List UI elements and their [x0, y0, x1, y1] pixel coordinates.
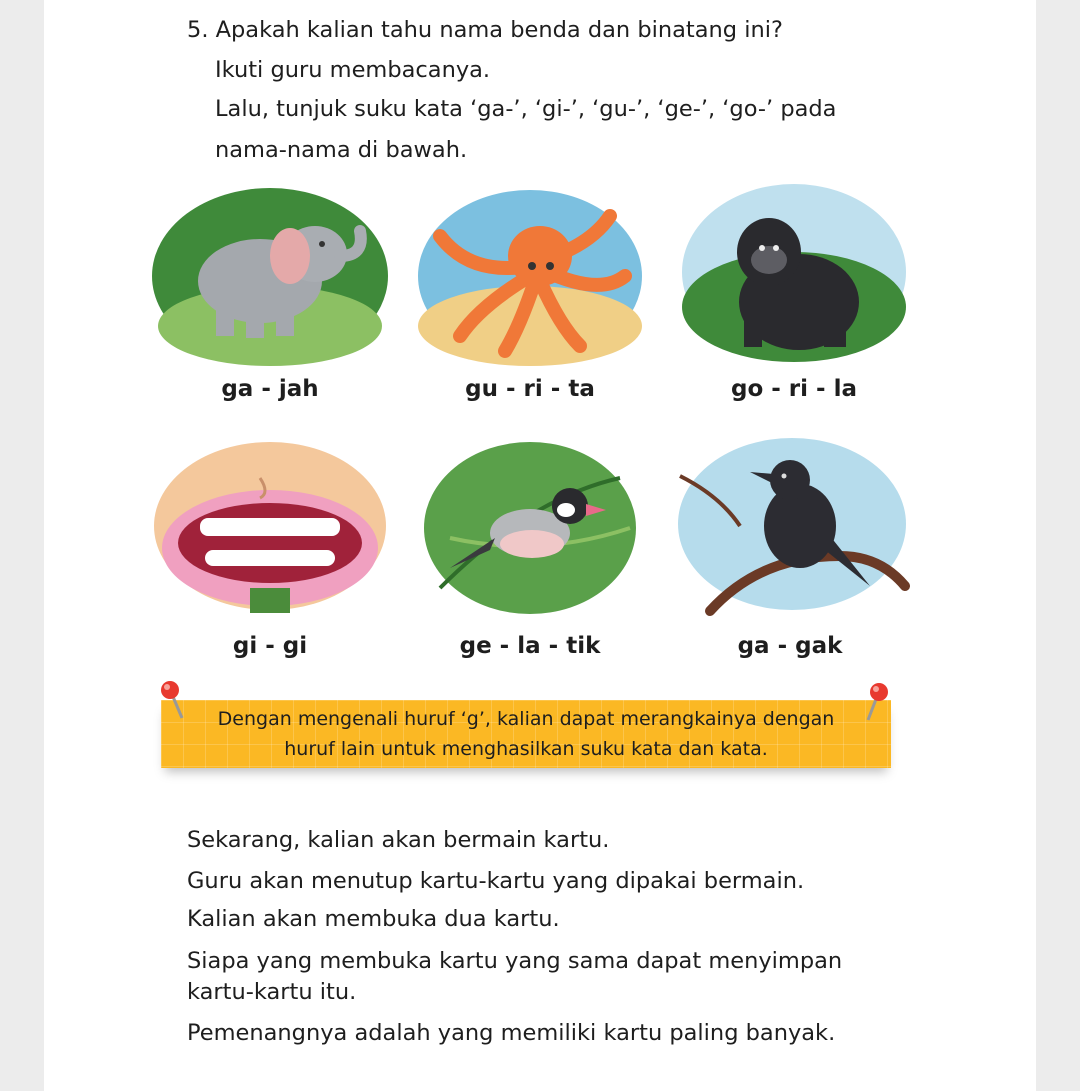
game-instruction: Pemenangnya adalah yang memiliki kartu paling banyak. [187, 1020, 836, 1046]
game-instruction: Guru akan menutup kartu-kartu yang dipakai bermain. [187, 868, 805, 894]
word-label-gigi: gi - gi [232, 633, 308, 659]
octopus-illustration [410, 186, 650, 366]
instruction-line: Ikuti guru membacanya. [215, 57, 491, 83]
instruction-line: nama-nama di bawah. [215, 137, 468, 163]
pushpin-icon [860, 682, 890, 722]
exercise-question: 5. Apakah kalian tahu nama benda dan binatang ini? [187, 17, 783, 43]
game-instruction: Sekarang, kalian akan bermain kartu. [187, 827, 610, 853]
info-note [161, 700, 891, 768]
elephant-illustration [150, 186, 390, 366]
note-line: huruf lain untuk menghasilkan suku kata dan kata. [284, 738, 768, 760]
instruction-line: Lalu, tunjuk suku kata ‘ga-’, ‘gi-’, ‘gu-’, ‘ge-’, ‘go-’ pada [215, 96, 837, 122]
teeth-illustration [150, 438, 390, 618]
crow-illustration [670, 436, 910, 616]
gorilla-illustration [674, 182, 914, 362]
word-label-gagak: ga - gak [737, 633, 843, 659]
note-line: Dengan mengenali huruf ‘g’, kalian dapat merangkainya dengan [217, 708, 835, 730]
word-label-gelatik: ge - la - tik [459, 633, 601, 659]
word-label-gurita: gu - ri - ta [465, 376, 595, 402]
word-label-gajah: ga - jah [221, 376, 319, 402]
word-label-gorila: go - ri - la [730, 376, 858, 402]
java-sparrow-illustration [420, 438, 660, 618]
game-instruction: kartu-kartu itu. [187, 979, 357, 1005]
pushpin-icon [158, 680, 188, 720]
game-instruction: Kalian akan membuka dua kartu. [187, 906, 560, 932]
textbook-page [44, 0, 1036, 1091]
game-instruction: Siapa yang membuka kartu yang sama dapat menyimpan [187, 948, 843, 974]
